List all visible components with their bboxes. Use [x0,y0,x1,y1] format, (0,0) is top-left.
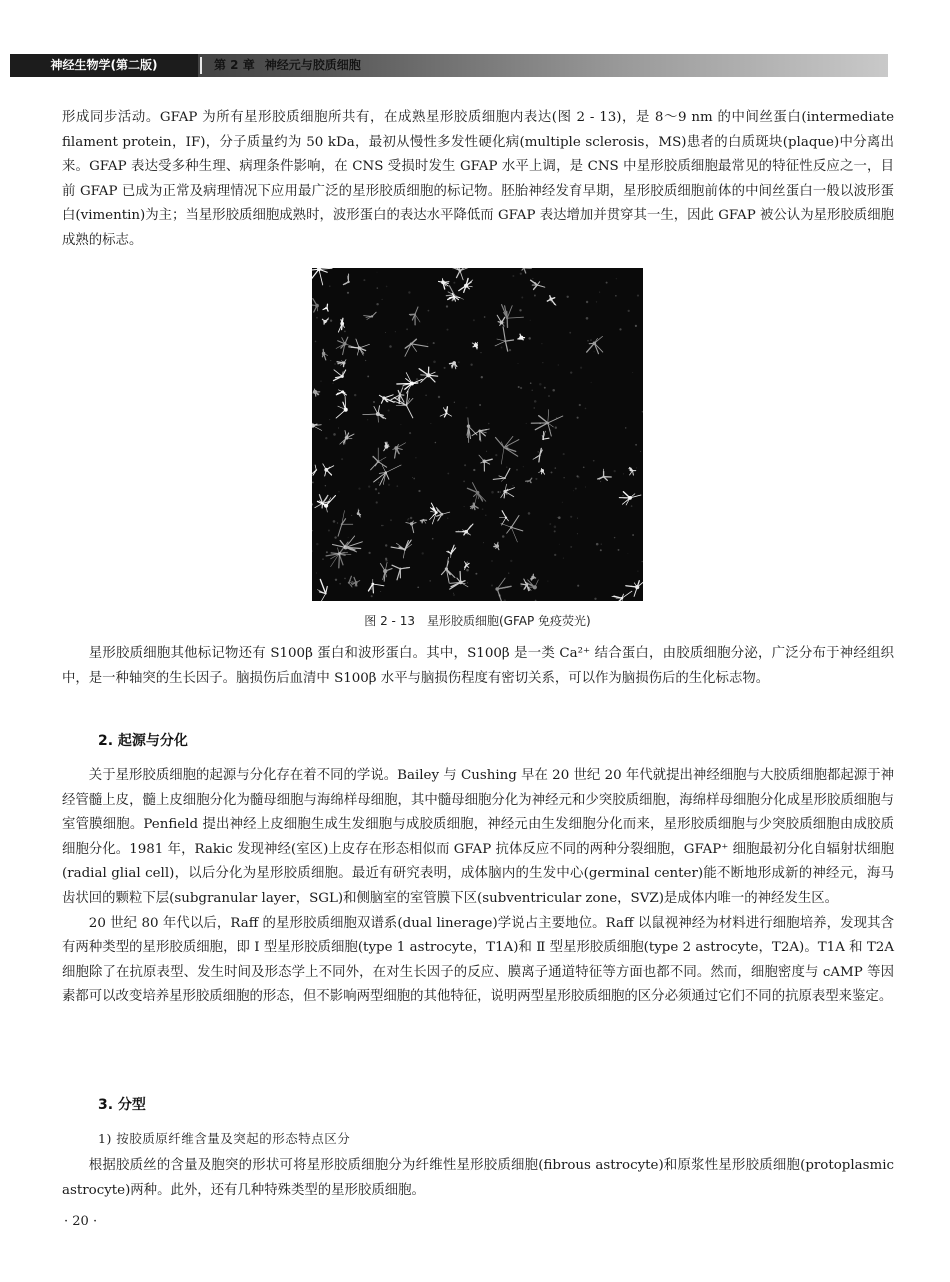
body-text-markers [62,642,894,691]
chapter-title: 神经元与胶质细胞 [264,58,361,72]
figure-astrocyte-image [312,268,643,601]
section-heading-types: 3. 分型 [98,1097,146,1113]
astrocyte-micrograph [312,268,643,601]
paragraph-types: 根据胶质丝的含量及胞突的形状可将星形胶质细胞分为纤维性星形胶质细胞(fibrous astrocyte)和原浆性星形胶质细胞(protoplasmic astrocyte)两种。此外，还有几种特殊类型的星形胶质细胞。 [62,1158,894,1198]
paragraph-markers: 星形胶质细胞其他标记物还有 S100β 蛋白和波形蛋白。其中，S100β 是一类 Ca²⁺ 结合蛋白，由胶质细胞分泌，广泛分布于神经组织中，是一种轴突的生长因子。脑损伤后血清中 S100β 水平与脑损伤程度有密切关系，可以作为脑损伤后的生化标志物。 [62,646,894,686]
paragraph-dual-lineage: 20 世纪 80 年代以后，Raff 的星形胶质细胞双谱系(dual linerage)学说占主要地位。Raff 以鼠视神经为材料进行细胞培养，发现其含有两种类型的星形胶质细胞，即 Ⅰ 型星形胶质细胞(type 1 astrocyte，T1A)和 Ⅱ 型星形胶质细胞(type 2 astrocyte，T2A)。T1A 和 T2A 细胞除了在抗原表型、发生时间及形态学上不同外，在对生长因子的反应、膜离子通道特征等方面也都不同。然而，细胞密度与 cAMP 等因素都可以改变培养星形胶质细胞的形态，但不影响两型细胞的其他特征，说明两型星形胶质细胞的区分必须通过它们不同的抗原表型来鉴定。 [62,915,894,1005]
figure-caption: 图 2 - 13 星形胶质细胞(GFAP 免疫荧光) [364,614,591,628]
header-divider [200,57,202,74]
paragraph-gfap: 形成同步活动。GFAP 为所有星形胶质细胞所共有，在成熟星形胶质细胞内表达(图 2 - 13)，是 8～9 nm 的中间丝蛋白(intermediate filament protein，IF)，分子质量约为 50 kDa，最初从慢性多发性硬化病(multiple sclerosis，MS)患者的白质斑块(plaque)中分离出来。GFAP 表达受多种生理、病理条件影响，在 CNS 受损时发生 GFAP 水平上调，是 CNS 中星形胶质细胞最常见的特征性反应之一，目前 GFAP 已成为正常及病理情况下应用最广泛的星形胶质细胞的标记物。胚胎神经发育早期，星形胶质细胞前体的中间丝蛋白一般以波形蛋白(vimentin)为主；当星形胶质细胞成熟时，波形蛋白的表达水平降低而 GFAP 表达增加并贯穿其一生，因此 GFAP 被公认为星形胶质细胞成熟的标志。 [62,110,894,248]
body-text-top [62,106,894,254]
chapter-heading [214,54,371,77]
body-text-types [62,1154,894,1203]
book-title: 神经生物学(第二版) [10,54,198,77]
page-number: · 20 · [64,1214,98,1229]
paragraph-origin: 关于星形胶质细胞的起源与分化存在着不同的学说。Bailey 与 Cushing 早在 20 世纪 20 年代就提出神经细胞与大胶质细胞都起源于神经管髓上皮，髓上皮细胞分化为髓母细胞与海绵样母细胞，其中髓母细胞分化为神经元和少突胶质细胞，海绵样母细胞分化成星形胶质细胞与室管膜细胞。Penfield 提出神经上皮细胞生成生发细胞与成胶质细胞，神经元由生发细胞分化而来，星形胶质细胞与少突胶质细胞由成胶质细胞分化。1981 年，Rakic 发现神经(室区)上皮存在形态相似而 GFAP 抗体反应不同的两种分裂细胞，GFAP⁺ 细胞最初分化自辐射状细胞(radial glial cell)，以后分化为星形胶质细胞。最近有研究表明，成体脑内的生发中心(germinal center)能不断地形成新的神经元，海马齿状回的颗粒下层(subgranular layer，SGL)和侧脑室的室管膜下区(subventricular zone，SVZ)是成体内唯一的神经发生区。 [62,768,894,906]
section-heading-origin: 2. 起源与分化 [98,733,188,749]
body-text-origin [62,764,894,1010]
running-header [10,54,888,77]
chapter-number: 第 2 章 [214,58,255,72]
subsection-heading: 1) 按胶质原纤维含量及突起的形态特点区分 [98,1131,351,1146]
